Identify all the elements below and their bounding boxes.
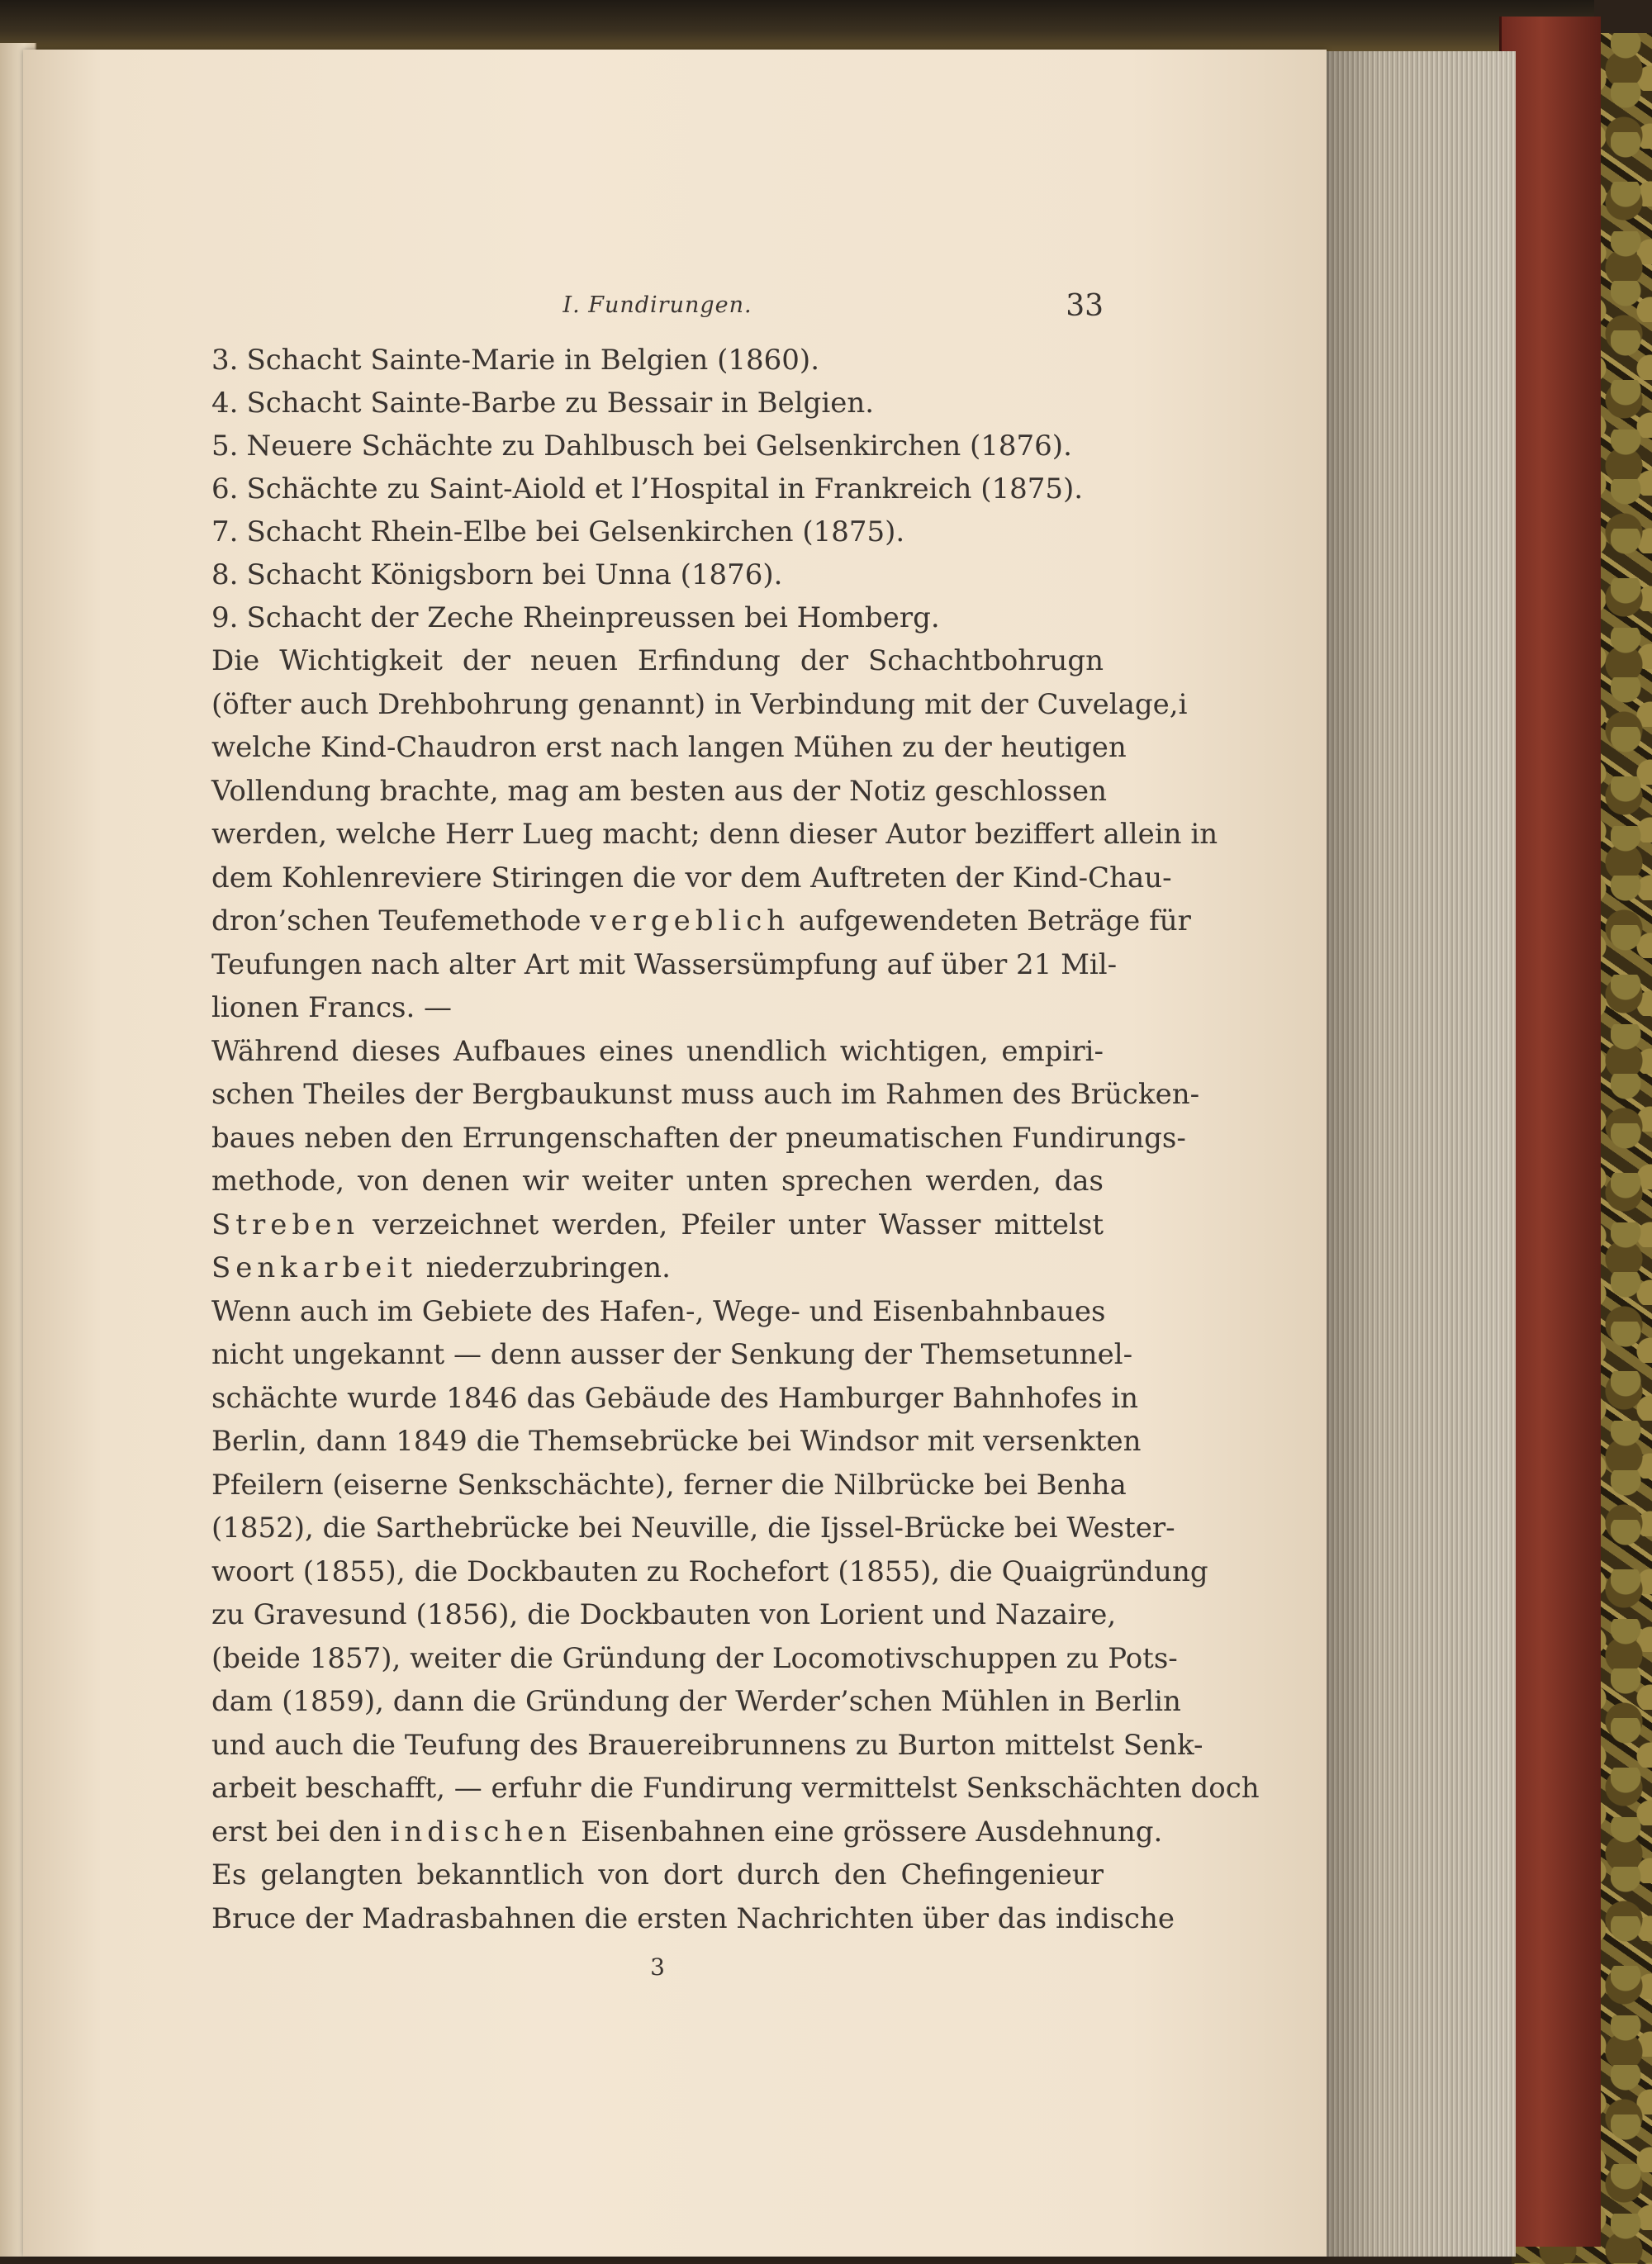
paragraph-senkschaechte [211, 1290, 1260, 1854]
text-line: (beide 1857), weiter die Gründung der Locomotivschuppen zu Pots- [211, 1641, 1178, 1675]
text-line: Senkarbeit niederzubringen. [211, 1251, 671, 1284]
list-item: 3. Schacht Sainte-Marie in Belgien (1860). [211, 344, 819, 377]
text-line: schächte wurde 1846 das Gebäude des Hamburger Bahnhofes in [211, 1381, 1138, 1415]
page-number: 33 [1066, 289, 1104, 323]
text-line: dem Kohlenreviere Stiringen die vor dem Auftreten der Kind-Chau- [211, 861, 1172, 895]
text-line: werden, welche Herr Lueg macht; denn dieser Autor beziffert allein in [211, 818, 1218, 851]
text-line: Streben verzeichnet werden, Pfeiler unter Wasser mittelst [211, 1208, 1104, 1241]
paragraph-chefingenieur [211, 1853, 1175, 1940]
text-line: welche Kind-Chaudron erst nach langen Mühen zu der heutigen [211, 731, 1127, 764]
text-line: Berlin, dann 1849 die Themsebrücke bei Windsor mit versenkten [211, 1425, 1142, 1458]
text-line: arbeit beschafft, — erfuhr die Fundirung vermittelst Senkschächten doch [211, 1772, 1260, 1805]
paragraph-schachtbohrung [211, 639, 1218, 1030]
list-item: 8. Schacht Königsborn bei Unna (1876). [211, 558, 783, 591]
text-line: Es gelangten bekanntlich von dort durch den Chefingenieur [211, 1858, 1104, 1891]
text-line: dam (1859), dann die Gründung der Werder’schen Mühlen in Berlin [211, 1685, 1181, 1718]
text-line: baues neben den Errungenschaften der pneumatischen Fundirungs- [211, 1121, 1186, 1155]
list-item: 6. Schächte zu Saint-Aiold et l’Hospital in Frankreich (1875). [211, 472, 1084, 505]
book-cover-top-edge [0, 0, 1594, 51]
list-item: 9. Schacht der Zeche Rheinpreussen bei Homberg. [211, 601, 940, 634]
text-line: erst bei den indischen Eisenbahnen eine grössere Ausdehnung. [211, 1815, 1163, 1849]
text-line: zu Gravesund (1856), die Dockbauten von Lorient und Nazaire, [211, 1598, 1117, 1631]
text-line: (1852), die Sarthebrücke bei Neuville, die Ijssel-Brücke bei Wester- [211, 1512, 1175, 1545]
text-line: Bruce der Madrasbahnen die ersten Nachrichten über das indische [211, 1901, 1175, 1935]
text-line: (öfter auch Drehbohrung genannt) in Verbindung mit der Cuvelage,i [211, 687, 1188, 721]
text-line: schen Theiles der Bergbaukunst muss auch im Rahmen des Brücken- [211, 1078, 1200, 1111]
list-item: 7. Schacht Rhein-Elbe bei Gelsenkirchen (1875). [211, 515, 905, 548]
text-line: dron’schen Teufemethode vergeblich aufgewendeten Beträge für [211, 904, 1191, 937]
paragraph-brueckenbau [211, 1030, 1200, 1290]
text-line: Vollendung brachte, mag am besten aus der Notiz geschlossen [211, 774, 1108, 808]
text-line: Teufungen nach alter Art mit Wassersümpfung auf über 21 Mil- [211, 947, 1118, 981]
signature-mark: 3 [650, 1953, 665, 1981]
list-item: 4. Schacht Sainte-Barbe zu Bessair in Belgien. [211, 387, 875, 420]
text-line: lionen Francs. — [211, 991, 453, 1024]
text-line: und auch die Teufung des Brauereibrunnens zu Burton mittelst Senk- [211, 1728, 1203, 1762]
text-line: Während dieses Aufbaues eines unendlich wichtigen, empiri- [211, 1034, 1104, 1068]
text-line: methode, von denen wir weiter unten sprechen werden, das [211, 1165, 1104, 1198]
page-stack-shade [1317, 51, 1516, 2257]
text-line: Pfeilern (eiserne Senkschächte), ferner die Nilbrücke bei Benha [211, 1468, 1127, 1502]
text-line: Die Wichtigkeit der neuen Erfindung der Schachtbohrugn [211, 644, 1104, 677]
shaft-list [211, 339, 1104, 639]
running-title: I. Fundirungen. [563, 292, 752, 318]
running-head [211, 281, 1104, 330]
text-line: Wenn auch im Gebiete des Hafen-, Wege- und Eisenbahnbaues [211, 1294, 1106, 1328]
list-item: 5. Neuere Schächte zu Dahlbusch bei Gelsenkirchen (1876). [211, 430, 1072, 463]
text-line: nicht ungekannt — denn ausser der Senkung der Themsetunnel- [211, 1338, 1133, 1371]
page-text-block [211, 281, 1260, 1940]
text-line: woort (1855), die Dockbauten zu Rochefort (1855), die Quaigründung [211, 1554, 1208, 1588]
